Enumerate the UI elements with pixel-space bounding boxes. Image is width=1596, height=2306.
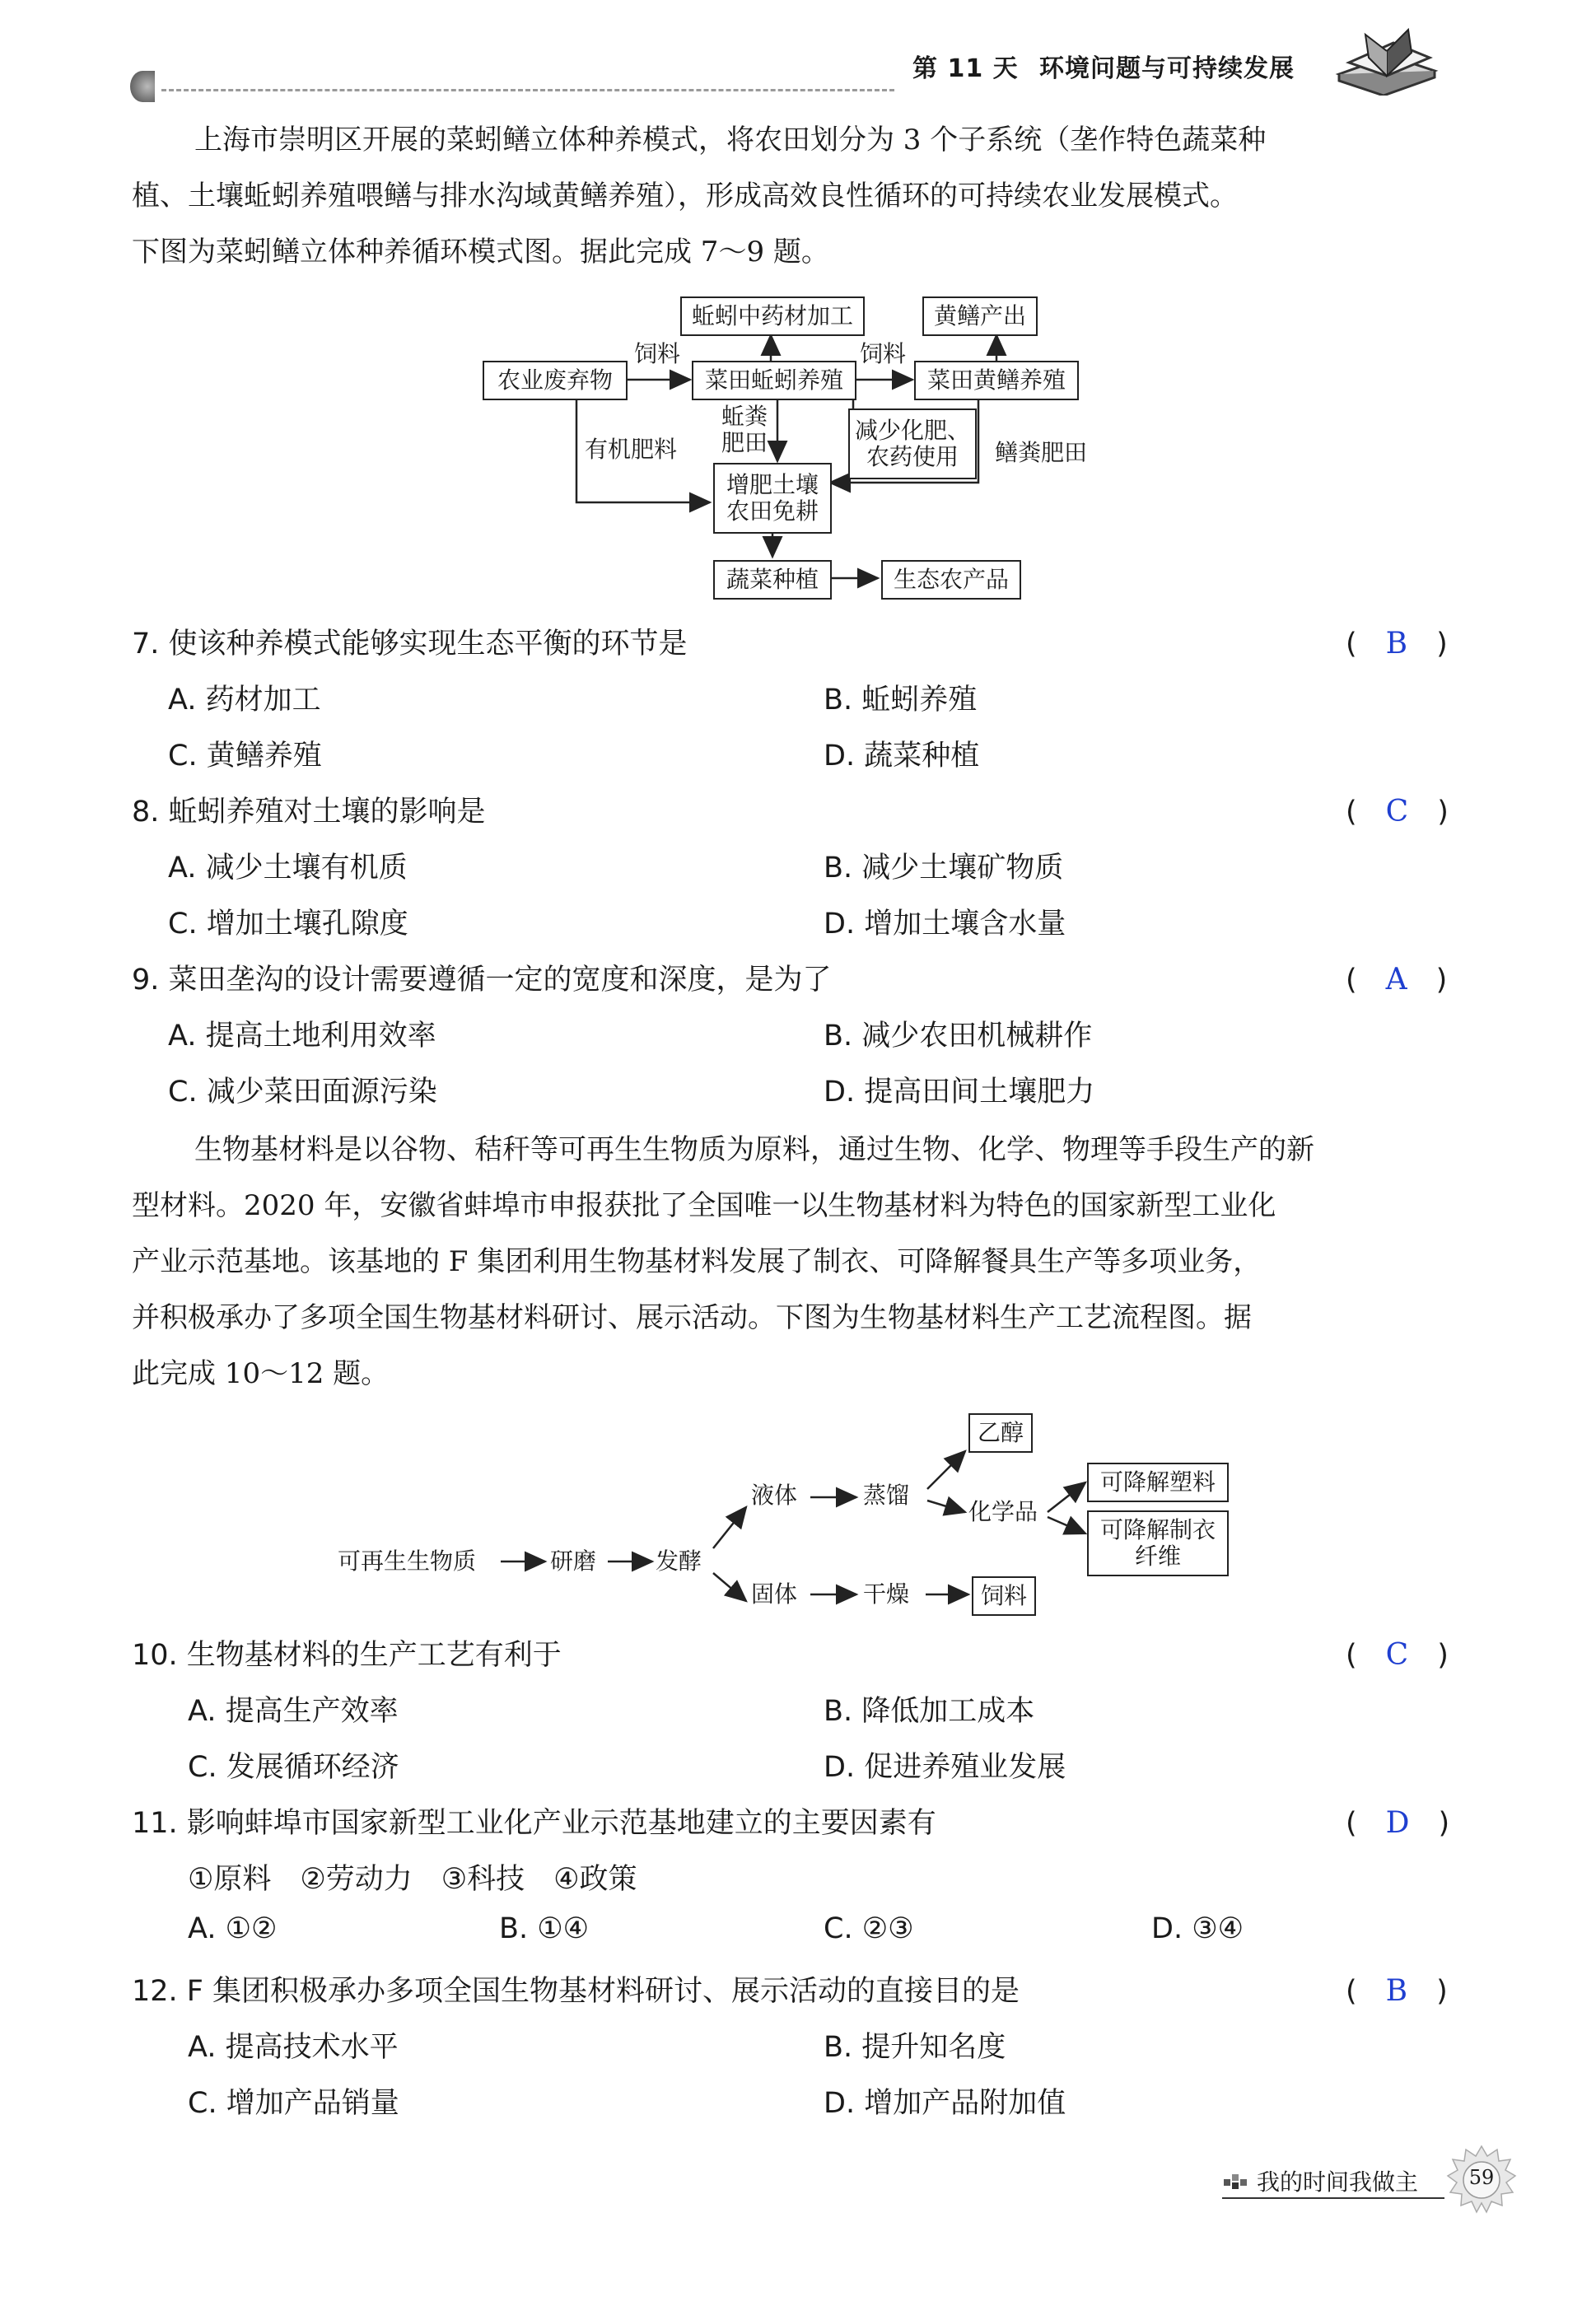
option: D. 增加产品附加值 [824, 2087, 1066, 2120]
passage-2-line: 并积极承办了多项全国生物基材料研讨、展示活动。下图为生物基材料生产工艺流程图。据 [132, 1301, 1252, 1334]
answer-letter: D [1385, 1806, 1410, 1840]
option: D. 增加土壤含水量 [824, 908, 1066, 941]
step-fermentation: 发酵 [656, 1547, 702, 1575]
box-eel-output: 黄鳝产出 [922, 296, 1038, 336]
option: D. 蔬菜种植 [824, 740, 980, 773]
option: C. 增加产品销量 [188, 2087, 399, 2120]
passage-2-line: 此完成 10～12 题。 [132, 1357, 390, 1390]
label-eel-dung: 鳝粪肥田 [995, 439, 1088, 466]
box-fiber-line: 可降解制衣 [1099, 1516, 1216, 1543]
box-earthworm-farming: 菜田蚯蚓养殖 [692, 361, 856, 400]
answer-letter: C [1385, 795, 1409, 829]
option: B. 减少农田机械耕作 [824, 1020, 1093, 1053]
question-stem: 11. 影响蚌埠市国家新型工业化产业示范基地建立的主要因素有 [132, 1807, 936, 1840]
option: A. 提高生产效率 [188, 1695, 399, 1728]
option: C. 黄鳝养殖 [168, 740, 322, 773]
option: D. ③④ [1151, 1912, 1244, 1945]
box-agri-waste: 农业废弃物 [483, 361, 628, 400]
box-vegetable-planting: 蔬菜种植 [713, 560, 832, 600]
box-eco-products: 生态农产品 [881, 560, 1021, 600]
passage-1-line: 植、土壤蚯蚓养殖喂鳝与排水沟域黄鳝养殖），形成高效良性循环的可持续农业发展模式。 [132, 180, 1238, 212]
question-stem: 8. 蚯蚓养殖对土壤的影响是 [132, 796, 486, 829]
option: C. 发展循环经济 [188, 1751, 399, 1784]
option: A. 提高土地利用效率 [168, 1020, 436, 1053]
step-liquid: 液体 [751, 1482, 798, 1509]
option: B. ①④ [499, 1912, 590, 1945]
answer-bracket: ( B ) [1346, 1974, 1448, 2008]
label-feed-1: 饲料 [634, 340, 681, 367]
answer-bracket: ( B ) [1346, 627, 1448, 661]
box-reduce-line: 减少化肥、 [854, 417, 970, 444]
page-number-badge [1446, 2145, 1517, 2215]
option: A. ①② [188, 1912, 278, 1945]
label-worm-dung-line: 蚯粪 [721, 403, 768, 430]
option: A. 药材加工 [168, 684, 321, 717]
option: B. 减少土壤矿物质 [824, 852, 1064, 885]
label-feed-2: 饲料 [860, 340, 907, 367]
passage-2-line: 型材料。2020 年，安徽省蚌埠市申报获批了全国唯一以生物基材料为特色的国家新型工业化 [132, 1189, 1276, 1222]
answer-letter: B [1385, 1974, 1408, 2008]
page-number: 59 [1468, 2166, 1495, 2189]
footer-slogan: 我的时间我做主 [1257, 2168, 1419, 2196]
option: B. 蚯蚓养殖 [824, 684, 978, 717]
answer-letter: A [1385, 963, 1407, 997]
step-renewable-biomass: 可再生生物质 [338, 1547, 477, 1575]
option: D. 提高田间土壤肥力 [824, 1076, 1095, 1109]
passage-2-line: 生物基材料是以谷物、秸秆等可再生生物质为原料，通过生物、化学、物理等手段生产的新 [194, 1133, 1314, 1166]
box-soil-line: 农田免耕 [726, 497, 819, 525]
box-ethanol: 乙醇 [968, 1413, 1033, 1453]
box-herb-processing: 蚯蚓中药材加工 [680, 296, 865, 336]
option: C. 增加土壤孔隙度 [168, 908, 408, 941]
option: C. ②③ [824, 1912, 914, 1945]
passage-1-line: 上海市崇明区开展的菜蚓鳝立体种养模式，将农田划分为 3 个子系统（垄作特色蔬菜种 [194, 124, 1267, 156]
option: D. 促进养殖业发展 [824, 1751, 1066, 1784]
box-eel-farming: 菜田黄鳝养殖 [914, 361, 1079, 400]
step-drying: 干燥 [863, 1580, 910, 1608]
answer-letter: B [1385, 627, 1408, 661]
label-worm-dung-line: 肥田 [721, 429, 768, 456]
factor-list: ①原料 ②劳动力 ③科技 ④政策 [188, 1863, 637, 1896]
box-degradable-fiber [1087, 1510, 1229, 1576]
question-stem: 9. 菜田垄沟的设计需要遵循一定的宽度和深度，是为了 [132, 964, 832, 997]
question-stem: 10. 生物基材料的生产工艺有利于 [132, 1639, 562, 1672]
box-degradable-plastic: 可降解塑料 [1087, 1463, 1229, 1502]
option: A. 减少土壤有机质 [168, 852, 408, 885]
box-reduce-line: 农药使用 [866, 443, 959, 470]
answer-bracket: ( C ) [1346, 1638, 1449, 1672]
box-soil-line: 增肥土壤 [726, 471, 819, 498]
answer-bracket: ( C ) [1346, 795, 1449, 829]
answer-bracket: ( D ) [1346, 1806, 1450, 1840]
footer-squares-icon [1222, 2171, 1252, 2191]
option: A. 提高技术水平 [188, 2031, 399, 2064]
passage-2-line: 产业示范基地。该基地的 F 集团利用生物基材料发展了制衣、可降解餐具生产等多项业务， [132, 1245, 1262, 1278]
answer-letter: C [1385, 1638, 1409, 1672]
question-stem: 7. 使该种养模式能够实现生态平衡的环节是 [132, 628, 688, 661]
option: C. 减少菜田面源污染 [168, 1076, 437, 1109]
answer-bracket: ( A ) [1346, 963, 1448, 997]
label-organic-fertilizer: 有机肥料 [585, 436, 678, 463]
step-chemicals: 化学品 [968, 1498, 1038, 1525]
step-solid: 固体 [751, 1580, 798, 1608]
option: B. 降低加工成本 [824, 1695, 1035, 1728]
question-stem: 12. F 集团积极承办多项全国生物基材料研讨、展示活动的直接目的是 [132, 1975, 1020, 2008]
step-distillation: 蒸馏 [863, 1482, 910, 1509]
step-grinding: 研磨 [550, 1547, 597, 1575]
passage-1-line: 下图为菜蚓鳝立体种养循环模式图。据此完成 7～9 题。 [132, 236, 829, 268]
footer-rule [1222, 2197, 1444, 2199]
header-topic: 环境问题与可持续发展 [1039, 54, 1295, 83]
option: B. 提升知名度 [824, 2031, 1006, 2064]
box-fodder: 饲料 [972, 1576, 1036, 1616]
header-day: 第 11 天 [912, 54, 1019, 83]
box-fiber-line: 纤维 [1134, 1543, 1181, 1570]
